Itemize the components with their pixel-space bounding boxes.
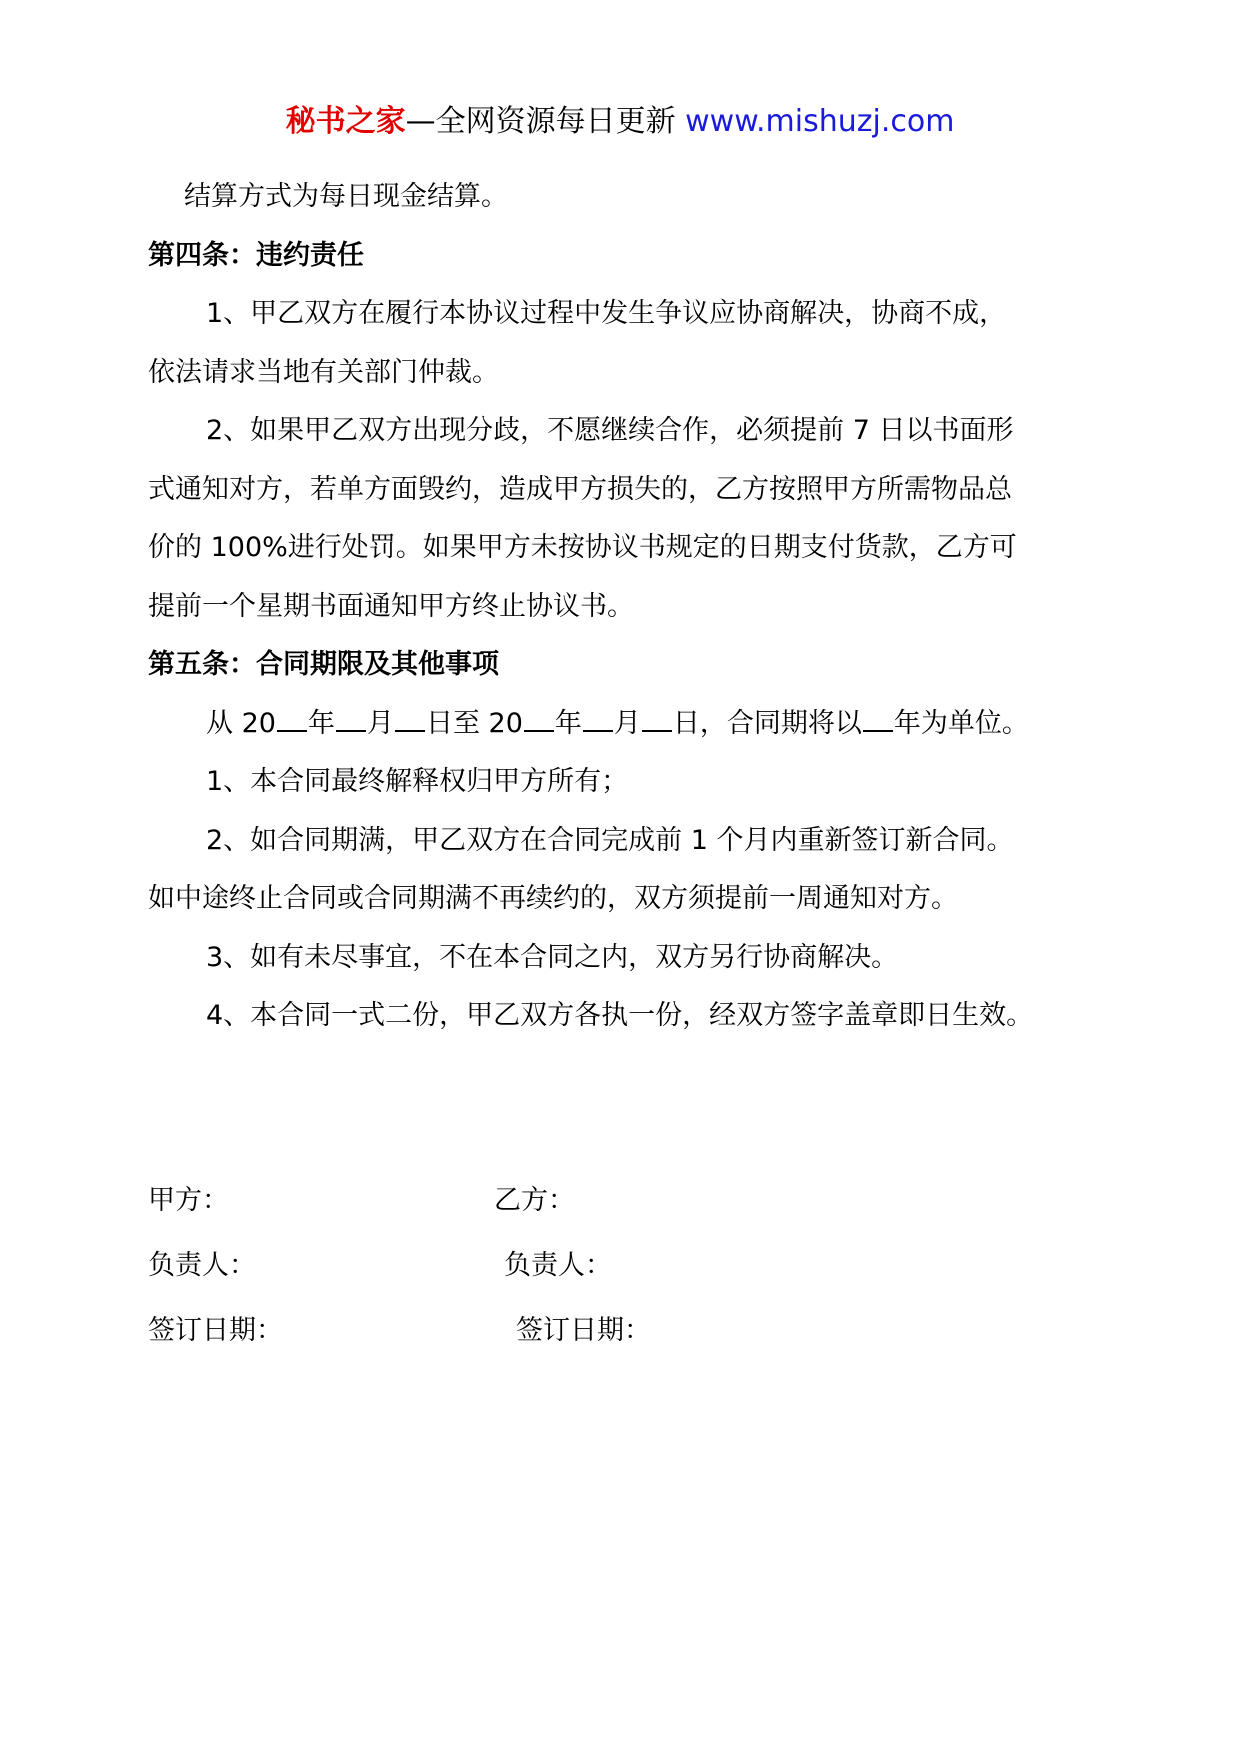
- blank-field: [336, 710, 366, 732]
- blank-field: [524, 710, 554, 732]
- document-body: [148, 168, 1098, 1046]
- page-header: [0, 102, 1240, 142]
- term-month-1: 月: [366, 707, 394, 739]
- paragraph-contract-term: [148, 695, 1098, 754]
- paragraph-5-4: 4、本合同一式二份，甲乙双方各执一份，经双方签字盖章即日生效。: [206, 1000, 1034, 1031]
- signature-block: [148, 1168, 1098, 1363]
- signature-row-party: [148, 1168, 1098, 1233]
- paragraph-5-2-line-2: 如中途终止合同或合同期满不再续约的，双方须提前一周通知对方。: [148, 883, 958, 914]
- heading-article-5: 第五条：合同期限及其他事项: [148, 649, 499, 680]
- signature-row-date: [148, 1298, 1098, 1363]
- header-brand: 秘书之家: [285, 104, 406, 139]
- paragraph-5-3: 3、如有未尽事宜，不在本合同之内，双方另行协商解决。: [206, 941, 899, 973]
- blank-field: [583, 710, 613, 732]
- party-a-label: 甲方：: [148, 1185, 229, 1216]
- header-slogan: —全网资源每日更新: [405, 104, 676, 139]
- term-from: 从 20: [206, 707, 276, 739]
- person-b-label: 负责人：: [504, 1250, 612, 1281]
- party-b-label: 乙方：: [494, 1185, 575, 1216]
- blank-field: [863, 710, 893, 732]
- paragraph-4-2-line-4: 提前一个星期书面通知甲方终止协议书。: [148, 590, 634, 622]
- paragraph-5-1: 1、本合同最终解释权归甲方所有；: [206, 766, 629, 797]
- term-day-2: 日，合同期将以: [672, 707, 862, 739]
- blank-field: [277, 710, 307, 732]
- term-year-2: 年: [554, 707, 582, 739]
- paragraph-4-1-line-2: 依法请求当地有关部门仲裁。: [148, 356, 499, 388]
- paragraph-4-2-line-1: 2、如果甲乙双方出现分歧，不愿继续合作，必须提前 7 日以书面形: [206, 415, 1014, 446]
- paragraph-4-2-line-3: 价的 100%进行处罚。如果甲方未按协议书规定的日期支付货款，乙方可: [148, 532, 1017, 563]
- term-unit: 年为单位。: [893, 707, 1029, 739]
- heading-article-4: 第四条：违约责任: [148, 239, 364, 271]
- person-a-label: 负责人：: [148, 1250, 256, 1281]
- paragraph-4-2-line-2: 式通知对方，若单方面毁约，造成甲方损失的，乙方按照甲方所需物品总: [148, 473, 1012, 505]
- term-day-1: 日至 20: [425, 707, 523, 739]
- term-month-2: 月: [613, 707, 641, 739]
- header-url-link[interactable]: www.mishuzj.com: [685, 104, 955, 139]
- date-b-label: 签订日期：: [516, 1315, 651, 1346]
- blank-field: [642, 710, 672, 732]
- paragraph-5-2-line-1: 2、如合同期满，甲乙双方在合同完成前 1 个月内重新签订新合同。: [206, 824, 1014, 856]
- blank-field: [395, 710, 425, 732]
- date-a-label: 签订日期：: [148, 1315, 283, 1346]
- term-year-1: 年: [307, 707, 335, 739]
- signature-row-person: [148, 1233, 1098, 1298]
- paragraph-settlement: 结算方式为每日现金结算。: [184, 181, 508, 212]
- paragraph-4-1-line-1: 1、甲乙双方在履行本协议过程中发生争议应协商解决，协商不成，: [206, 298, 1007, 329]
